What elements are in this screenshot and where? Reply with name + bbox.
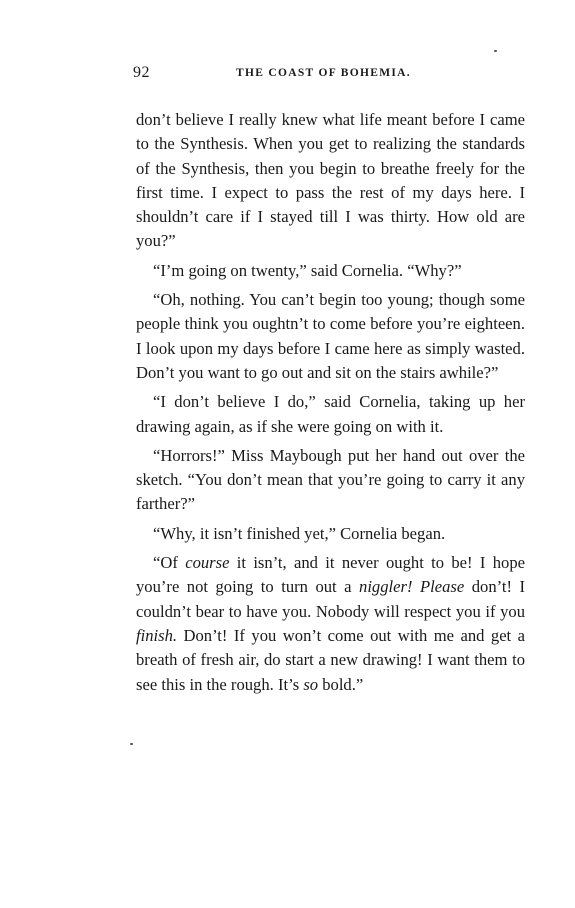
ink-speck	[130, 743, 133, 745]
running-head: THE COAST OF BOHEMIA.	[236, 67, 411, 79]
paragraph	[136, 551, 525, 697]
ink-speck	[494, 50, 497, 52]
italic-text-segment: course	[185, 553, 230, 573]
paragraph: don’t believe I really knew what life meant before I came to the Synthesis. When you get to realizing the standards of the Synthesis, then you begin to breathe freely for the first time. I expect to pass the rest of my days here. I shouldn’t care if I stayed till I was thirty. How old are you?”	[136, 110, 525, 251]
page-header	[133, 64, 526, 84]
paragraph-text-segment: Don’t! If you won’t come out with me and get a breath of fresh air, do start a new drawing! I want them to see this in the rough. It’s	[136, 625, 525, 694]
paragraph: “I don’t believe I do,” said Cornelia, taking up her drawing again, as if she were going on with it.	[136, 392, 525, 436]
italic-text-segment: finish.	[136, 625, 178, 645]
italic-text-segment: niggler! Please	[359, 577, 465, 597]
paragraph: “Why, it isn’t finished yet,” Cornelia began.	[153, 523, 446, 543]
paragraph: “Oh, nothing. You can’t begin too young; though some people think you oughtn’t to come before you’re eighteen. I look upon my days before I came here as simply wasted. Don’t you want to go out and sit on the stairs awhile?”	[136, 290, 525, 382]
paragraph-text-segment: it isn’t, and it never ought to be! I hope you’re not going to turn out a	[136, 553, 525, 597]
paragraph: “I’m going on twenty,” said Cornelia. “Why?”	[153, 260, 462, 280]
paragraph-text-segment: bold.”	[318, 674, 364, 694]
body-text	[136, 108, 525, 697]
paragraph-text-segment: “Of	[153, 553, 186, 573]
page-number: 92	[133, 64, 150, 81]
italic-text-segment: so	[303, 674, 319, 694]
paragraph-text-segment: don’t! I couldn’t bear to have you. Nobody will respect you if you	[136, 577, 525, 621]
paragraph: “Horrors!” Miss Maybough put her hand out over the sketch. “You don’t mean that you’re going to carry it any farther?”	[136, 445, 525, 514]
